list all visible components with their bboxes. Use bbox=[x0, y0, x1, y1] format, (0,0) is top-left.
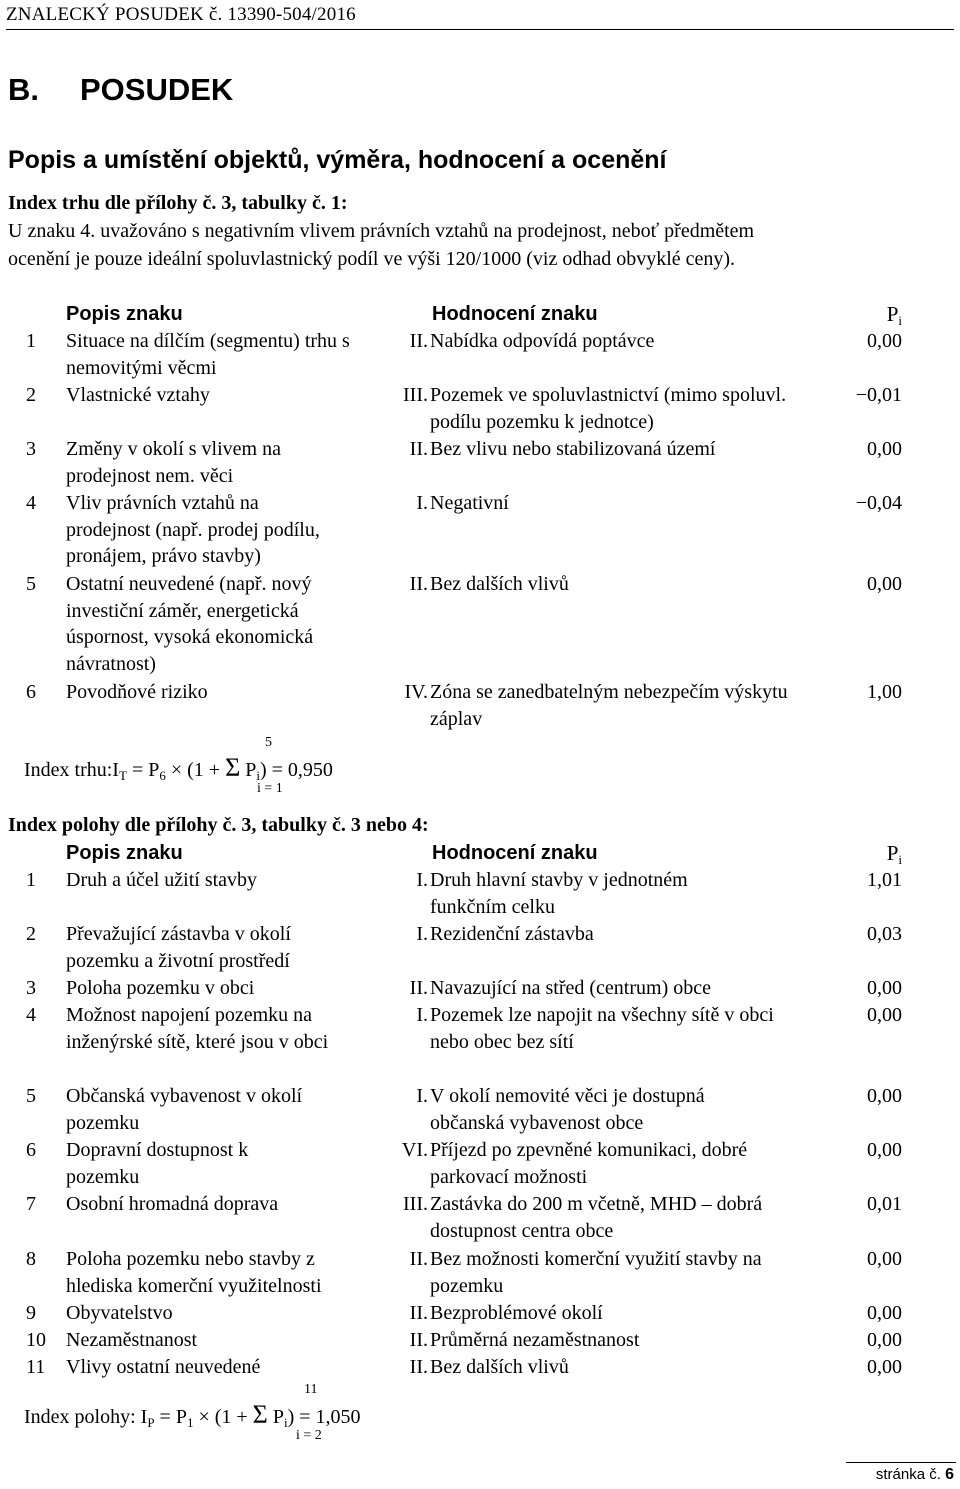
row-value: 0,00 bbox=[867, 330, 902, 352]
row-level: II. bbox=[409, 977, 428, 999]
row-level: II. bbox=[409, 1356, 428, 1378]
subheading: Popis a umístění objektů, výměra, hodnocení a ocenění bbox=[8, 146, 667, 174]
row-value: −0,04 bbox=[855, 492, 902, 514]
row-eval: Nabídka odpovídá poptávce bbox=[430, 330, 655, 352]
market-index-title: Index trhu dle přílohy č. 3, tabulky č. 1: bbox=[8, 192, 348, 214]
row-desc: Osobní hromadná doprava bbox=[66, 1193, 279, 1215]
row-desc: Povodňové riziko bbox=[66, 681, 208, 703]
row-eval: Průměrná nezaměstnanost bbox=[430, 1329, 640, 1351]
row-value: −0,01 bbox=[855, 384, 902, 406]
row-number: 11 bbox=[26, 1356, 46, 1378]
col-header-p: Pi bbox=[886, 302, 902, 328]
row-number: 8 bbox=[26, 1248, 36, 1270]
row-number: 2 bbox=[26, 384, 36, 406]
col-header-eval: Hodnocení znaku bbox=[432, 842, 598, 864]
col-header-eval: Hodnocení znaku bbox=[432, 303, 598, 325]
row-value: 1,01 bbox=[867, 869, 902, 891]
section-heading bbox=[8, 72, 233, 108]
row-level: III. bbox=[403, 1193, 428, 1215]
row-desc: Vlastnické vztahy bbox=[66, 384, 210, 406]
row-number: 2 bbox=[26, 923, 36, 945]
row-desc: Druh a účel užití stavby bbox=[66, 869, 258, 891]
row-value: 0,00 bbox=[867, 1139, 902, 1161]
row-eval: Zóna se zanedbatelným nebezpečím výskytu záplav bbox=[430, 681, 788, 730]
row-level: II. bbox=[409, 330, 428, 352]
section-number: B. bbox=[8, 72, 39, 107]
row-value: 0,00 bbox=[867, 1329, 902, 1351]
row-desc: Vlivy ostatní neuvedené bbox=[66, 1356, 261, 1378]
row-number: 10 bbox=[26, 1329, 46, 1351]
row-level: I. bbox=[416, 492, 428, 514]
row-level: II. bbox=[409, 573, 428, 595]
row-value: 0,00 bbox=[867, 1356, 902, 1378]
row-value: 0,03 bbox=[867, 923, 902, 945]
row-number: 7 bbox=[26, 1193, 36, 1215]
row-level: II. bbox=[409, 438, 428, 460]
row-number: 1 bbox=[26, 869, 36, 891]
row-number: 1 bbox=[26, 330, 36, 352]
row-eval: Příjezd po zpevněné komunikaci, dobré parkovací možnosti bbox=[430, 1139, 748, 1188]
row-value: 0,00 bbox=[867, 1248, 902, 1270]
row-level: II. bbox=[409, 1302, 428, 1324]
row-eval: Bez možnosti komerční využití stavby na pozemku bbox=[430, 1248, 762, 1297]
col-header-p: Pi bbox=[886, 841, 902, 867]
row-value: 0,01 bbox=[867, 1193, 902, 1215]
market-note-line: U znaku 4. uvažováno s negativním vlivem právních vztahů na prodejnost, neboť předmětem bbox=[8, 220, 755, 242]
row-value: 0,00 bbox=[867, 977, 902, 999]
row-level: II. bbox=[409, 1329, 428, 1351]
row-level: III. bbox=[403, 384, 428, 406]
row-desc: Poloha pozemku v obci bbox=[66, 977, 255, 999]
row-level: IV. bbox=[404, 681, 428, 703]
header-rule bbox=[6, 29, 954, 30]
row-eval: Druh hlavní stavby v jednotném funkčním celku bbox=[430, 869, 688, 918]
sum-lower-limit: i = 1 bbox=[257, 781, 283, 796]
footer-rule bbox=[846, 1462, 956, 1463]
row-number: 5 bbox=[26, 573, 36, 595]
row-desc: Občanská vybavenost v okolí pozemku bbox=[66, 1085, 303, 1134]
row-eval: Bez dalších vlivů bbox=[430, 1356, 569, 1378]
row-number: 9 bbox=[26, 1302, 36, 1324]
row-eval: Zastávka do 200 m včetně, MHD – dobrá dostupnost centra obce bbox=[430, 1193, 763, 1242]
row-eval: Rezidenční zástavba bbox=[430, 923, 594, 945]
row-number: 4 bbox=[26, 492, 36, 514]
row-desc: Změny v okolí s vlivem na prodejnost nem. věci bbox=[66, 438, 281, 487]
row-value: 0,00 bbox=[867, 573, 902, 595]
row-number: 3 bbox=[26, 438, 36, 460]
row-value: 0,00 bbox=[867, 1302, 902, 1324]
row-desc: Poloha pozemku nebo stavby z hlediska komerční využitelnosti bbox=[66, 1248, 322, 1297]
location-index-formula: Index polohy: $I_P = P_1 \times (1 + \Sigma$ $P_i) = 1,050$ bbox=[24, 1400, 361, 1430]
row-level: I. bbox=[416, 1085, 428, 1107]
row-eval: V okolí nemovité věci je dostupná občanská vybavenost obce bbox=[430, 1085, 705, 1134]
page-number: stránka č. 6 bbox=[875, 1466, 954, 1483]
row-desc: Situace na dílčím (segmentu) trhu s nemovitými věcmi bbox=[66, 330, 350, 379]
row-desc: Převažující zástavba v okolí pozemku a životní prostředí bbox=[66, 923, 291, 972]
row-number: 6 bbox=[26, 681, 36, 703]
market-index-formula: Index $trhu:I_T = P_6 \times (1 + \Sigma$ $P_i) = 0,950$ bbox=[24, 753, 333, 783]
col-header-desc: Popis znaku bbox=[66, 842, 183, 864]
row-eval: Bez dalších vlivů bbox=[430, 573, 569, 595]
market-note-line: ocenění je pouze ideální spoluvlastnický podíl ve výši 120/1000 (viz odhad obvyklé ceny). bbox=[8, 248, 736, 270]
row-eval: Bezproblémové okolí bbox=[430, 1302, 603, 1324]
row-desc: Nezaměstnanost bbox=[66, 1329, 198, 1351]
row-desc: Možnost napojení pozemku na inženýrské sítě, které jsou v obci bbox=[66, 1004, 329, 1053]
row-desc: Ostatní neuvedené (např. nový investiční záměr, energetická úspornost, vysoká ekonomická návratnost) bbox=[66, 573, 314, 675]
sum-lower-limit: i = 2 bbox=[296, 1428, 322, 1443]
location-index-title: Index polohy dle přílohy č. 3, tabulky č. 3 nebo 4: bbox=[8, 814, 429, 836]
row-eval: Pozemek ve spoluvlastnictví (mimo spoluvl. podílu pozemku k jednotce) bbox=[430, 384, 787, 433]
row-value: 0,00 bbox=[867, 1004, 902, 1026]
row-number: 6 bbox=[26, 1139, 36, 1161]
row-eval: Negativní bbox=[430, 492, 509, 514]
row-level: II. bbox=[409, 1248, 428, 1270]
row-level: I. bbox=[416, 923, 428, 945]
row-number: 3 bbox=[26, 977, 36, 999]
sum-upper-limit: 11 bbox=[304, 1382, 318, 1397]
section-title: POSUDEK bbox=[80, 72, 234, 107]
sum-upper-limit: 5 bbox=[265, 735, 272, 750]
row-level: VI. bbox=[401, 1139, 428, 1161]
row-number: 5 bbox=[26, 1085, 36, 1107]
row-desc: Dopravní dostupnost k pozemku bbox=[66, 1139, 249, 1188]
row-level: I. bbox=[416, 1004, 428, 1026]
document-header: ZNALECKÝ POSUDEK č. 13390-504/2016 bbox=[6, 4, 356, 25]
row-eval: Bez vlivu nebo stabilizovaná území bbox=[430, 438, 716, 460]
row-eval: Navazující na střed (centrum) obce bbox=[430, 977, 711, 999]
row-value: 1,00 bbox=[867, 681, 902, 703]
row-level: I. bbox=[416, 869, 428, 891]
row-desc: Obyvatelstvo bbox=[66, 1302, 173, 1324]
row-number: 4 bbox=[26, 1004, 36, 1026]
row-eval: Pozemek lze napojit na všechny sítě v obci nebo obec bez sítí bbox=[430, 1004, 774, 1053]
row-desc: Vliv právních vztahů na prodejnost (např. prodej podílu, pronájem, právo stavby) bbox=[66, 492, 320, 567]
col-header-desc: Popis znaku bbox=[66, 303, 183, 325]
row-value: 0,00 bbox=[867, 1085, 902, 1107]
row-value: 0,00 bbox=[867, 438, 902, 460]
